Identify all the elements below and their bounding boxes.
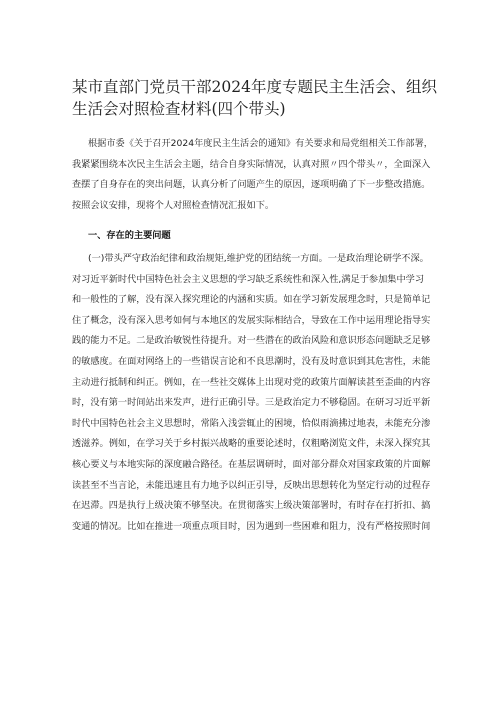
body-line: 住了概念，没有深入思考如何与本地区的发展实际相结合，导致在工作中运用理论指导实 [72,314,431,326]
body-line: 时，没有第一时间站出来发声，进行正确引导。三是政治定力不够稳固。在研习习近平新 [72,397,431,409]
body-line: 的敏感度。在面对网络上的一些错误言论和不良思潮时，没有及时意识到其危害性，未能 [72,355,431,367]
body-line: 对习近平新时代中国特色社会主义思想的学习缺乏系统性和深入性,满足于参加集中学习 [72,273,425,285]
document-title [72,76,440,120]
intro-line: 按照会议安排，现将个人对照检查情况汇报如下。 [72,199,275,211]
body-line: (一)带头严守政治纪律和政治规矩,维护党的团结统一方面。一是政治理论研学不深。 [88,252,429,264]
body-line: 核心要义与本地实际的深度融合路径。在基层调研时，面对部分群众对国家政策的片面解 [72,458,431,470]
body-line: 在迟滞。四是执行上级决策不够坚决。在贯彻落实上级决策部署时，有时存在打折扣、搞 [72,500,431,512]
body-line: 和一般性的了解，没有深入探究理论的内涵和实质。如在学习新发展理念时，只是简单记 [72,294,431,306]
intro-line: 根据市委《关于召开2024年度民主生活会的通知》有关要求和局党组相关工作部署， [88,138,433,149]
title-line-1: 某市直部门党员干部2024年度专题民主生活会、组织 [72,78,437,96]
title-line-2: 生活会对照检查材料(四个带头) [72,100,286,118]
body-line: 时代中国特色社会主义思想时，常陷入浅尝辄止的困境，恰似雨滴拂过地表，未能充分渗 [72,417,431,429]
body-line: 践的能力不足。二是政治敏锐性待提升。对一些潜在的政治风险和意识形态问题缺乏足够 [72,335,431,347]
document-body [72,134,440,537]
body-line: 读甚至不当言论，未能迅速且有力地予以纠正引导，反映出思想转化为坚定行动的过程存 [72,479,431,491]
section-heading: 一、存在的主要问题 [88,230,171,242]
body-line: 主动进行抵制和纠正。例如，在一些社交媒体上出现对党的政策片面解读甚至歪曲的内容 [72,376,431,388]
intro-line: 查摆了自身存在的突出问题，认真分析了问题产生的原因，逐项明确了下一步整改措施。 [72,179,431,191]
intro-line: 我紧紧围绕本次民主生活会主题，结合自身实际情况，认真对照〃四个带头〃，全面深入 [72,158,431,170]
body-line: 变通的情况。比如在推进一项重点项目时，因为遇到一些困难和阻力，没有严格按照时间 [72,520,431,532]
body-line: 透滋养。例如，在学习关于乡村振兴战略的重要论述时，仅粗略浏览文件，未深入探究其 [72,438,431,450]
